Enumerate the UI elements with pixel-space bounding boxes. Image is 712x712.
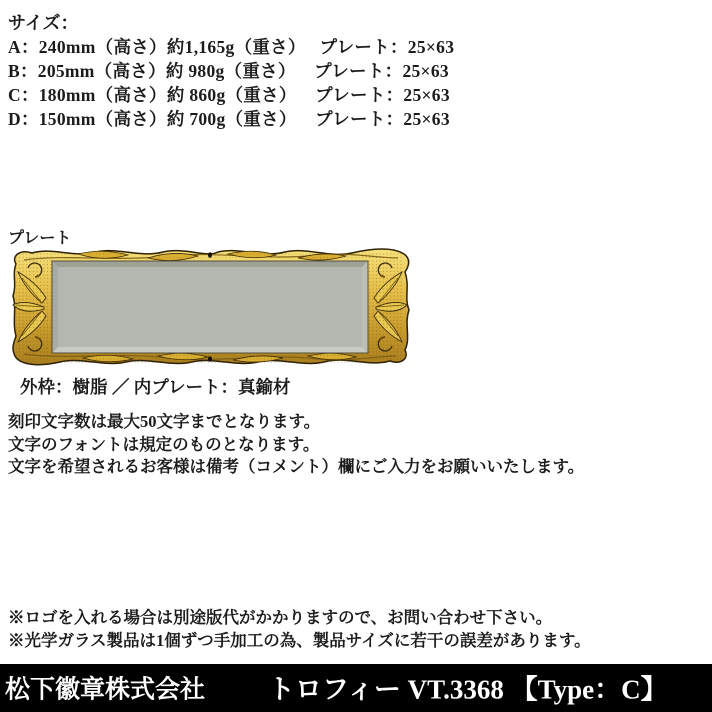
company-name: 松下徽章株式会社 bbox=[5, 676, 206, 704]
engraving-note-2: 文字のフォントは規定のものとなります。 bbox=[8, 434, 320, 454]
size-line-a: A：240mm（高さ）約1,165g（重さ） プレート：25×63 bbox=[8, 37, 455, 57]
brass-plate-face bbox=[52, 261, 368, 353]
plate-section-label: プレート bbox=[8, 230, 72, 247]
engraving-note-3: 文字を希望されるお客様は備考（コメント）欄にご入力をお願いいたします。 bbox=[8, 457, 585, 476]
plate-product-image bbox=[8, 246, 412, 368]
bottom-mount-hole-icon bbox=[208, 356, 212, 362]
size-line-b: B：205mm（高さ）約 980g（重さ） プレート：25×63 bbox=[8, 61, 449, 81]
top-mount-hole-icon bbox=[208, 252, 212, 258]
footnote-logo: ※ロゴを入れる場合は別途版代がかかりますので、お問い合わせ下さい。 bbox=[8, 608, 553, 627]
engraving-note-1: 刻印文字数は最大50文字までとなります。 bbox=[8, 412, 321, 431]
footer-bar bbox=[0, 664, 712, 712]
engraving-notes-block bbox=[8, 411, 584, 479]
ornate-frame-graphic bbox=[8, 246, 412, 368]
size-heading: サイズ： bbox=[8, 13, 79, 33]
size-line-d: D：150mm（高さ）約 700g（重さ） プレート：25×63 bbox=[8, 109, 450, 129]
size-line-c: C：180mm（高さ）約 860g（重さ） プレート：25×63 bbox=[8, 85, 450, 105]
product-title: トロフィー VT.3368 【Type：C】 bbox=[268, 674, 668, 705]
size-spec-block bbox=[8, 11, 454, 131]
footnotes-block bbox=[8, 607, 591, 652]
plate-material-caption: 外枠：樹脂 ／ 内プレート：真鍮材 bbox=[20, 377, 291, 397]
footnote-glass: ※光学ガラス製品は1個ずつ手加工の為、製品サイズに若干の誤差があります。 bbox=[8, 630, 591, 650]
